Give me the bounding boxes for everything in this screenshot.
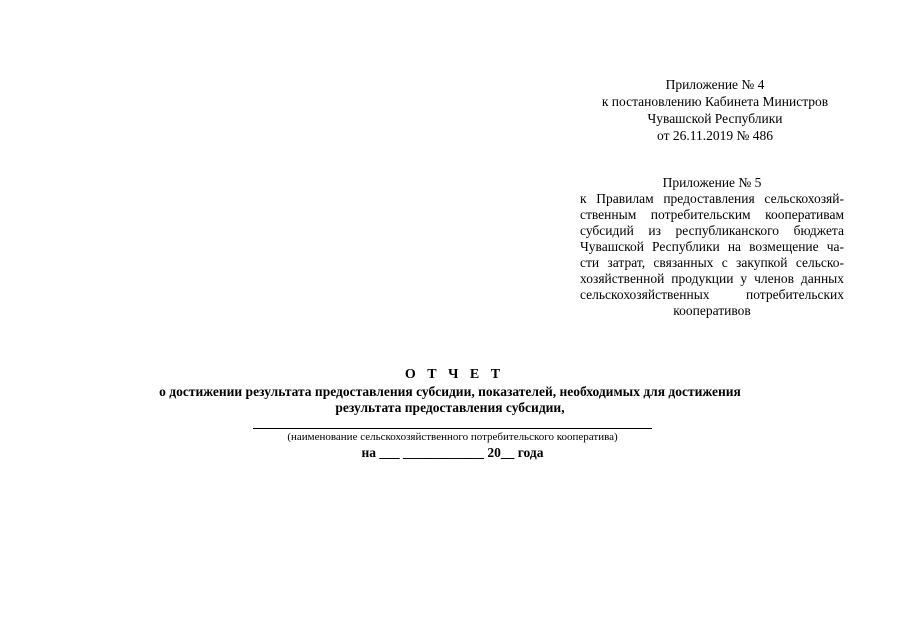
report-subtitle — [100, 384, 800, 416]
appendix-5-line: ственным потребительским кооперативам — [580, 207, 844, 222]
appendix-5-line: хозяйственной продукции у членов данных — [580, 271, 844, 286]
appendix-5-line: кооперативов — [673, 303, 751, 318]
appendix-5-rules-text — [580, 191, 844, 319]
appendix-5-line: Чувашской Республики на возмещение ча- — [580, 239, 844, 254]
appendix-4-title: Приложение № 4 — [665, 77, 765, 92]
report-title: О Т Ч Е Т — [404, 367, 505, 382]
report-subtitle-line: о достижении результата предоставления субсидии, показателей, необходимых для достижения — [159, 384, 741, 399]
report-subtitle-line: результата предоставления субсидии, — [335, 400, 565, 415]
cooperative-name-blank-line — [253, 428, 652, 429]
appendix-4-decree: к постановлению Кабинета Министров — [601, 94, 829, 109]
appendix-4-header — [570, 76, 860, 144]
appendix-5-line: к Правилам предоставления сельскохозяй- — [580, 191, 844, 206]
appendix-5-title: Приложение № 5 — [662, 175, 762, 190]
appendix-5-line: сти затрат, связанных с закупкой сельско- — [580, 255, 844, 270]
appendix-4-date-number: от 26.11.2019 № 486 — [657, 128, 773, 143]
appendix-5-line: сельскохозяйственных потребительских — [580, 287, 844, 302]
appendix-5-line: субсидий из республиканского бюджета — [580, 223, 844, 238]
report-period: на ___ ____________ 20__ года — [361, 445, 544, 460]
cooperative-name-caption: (наименование сельскохозяйственного потребительского кооператива) — [287, 431, 618, 443]
appendix-4-republic: Чувашской Республики — [647, 111, 783, 126]
